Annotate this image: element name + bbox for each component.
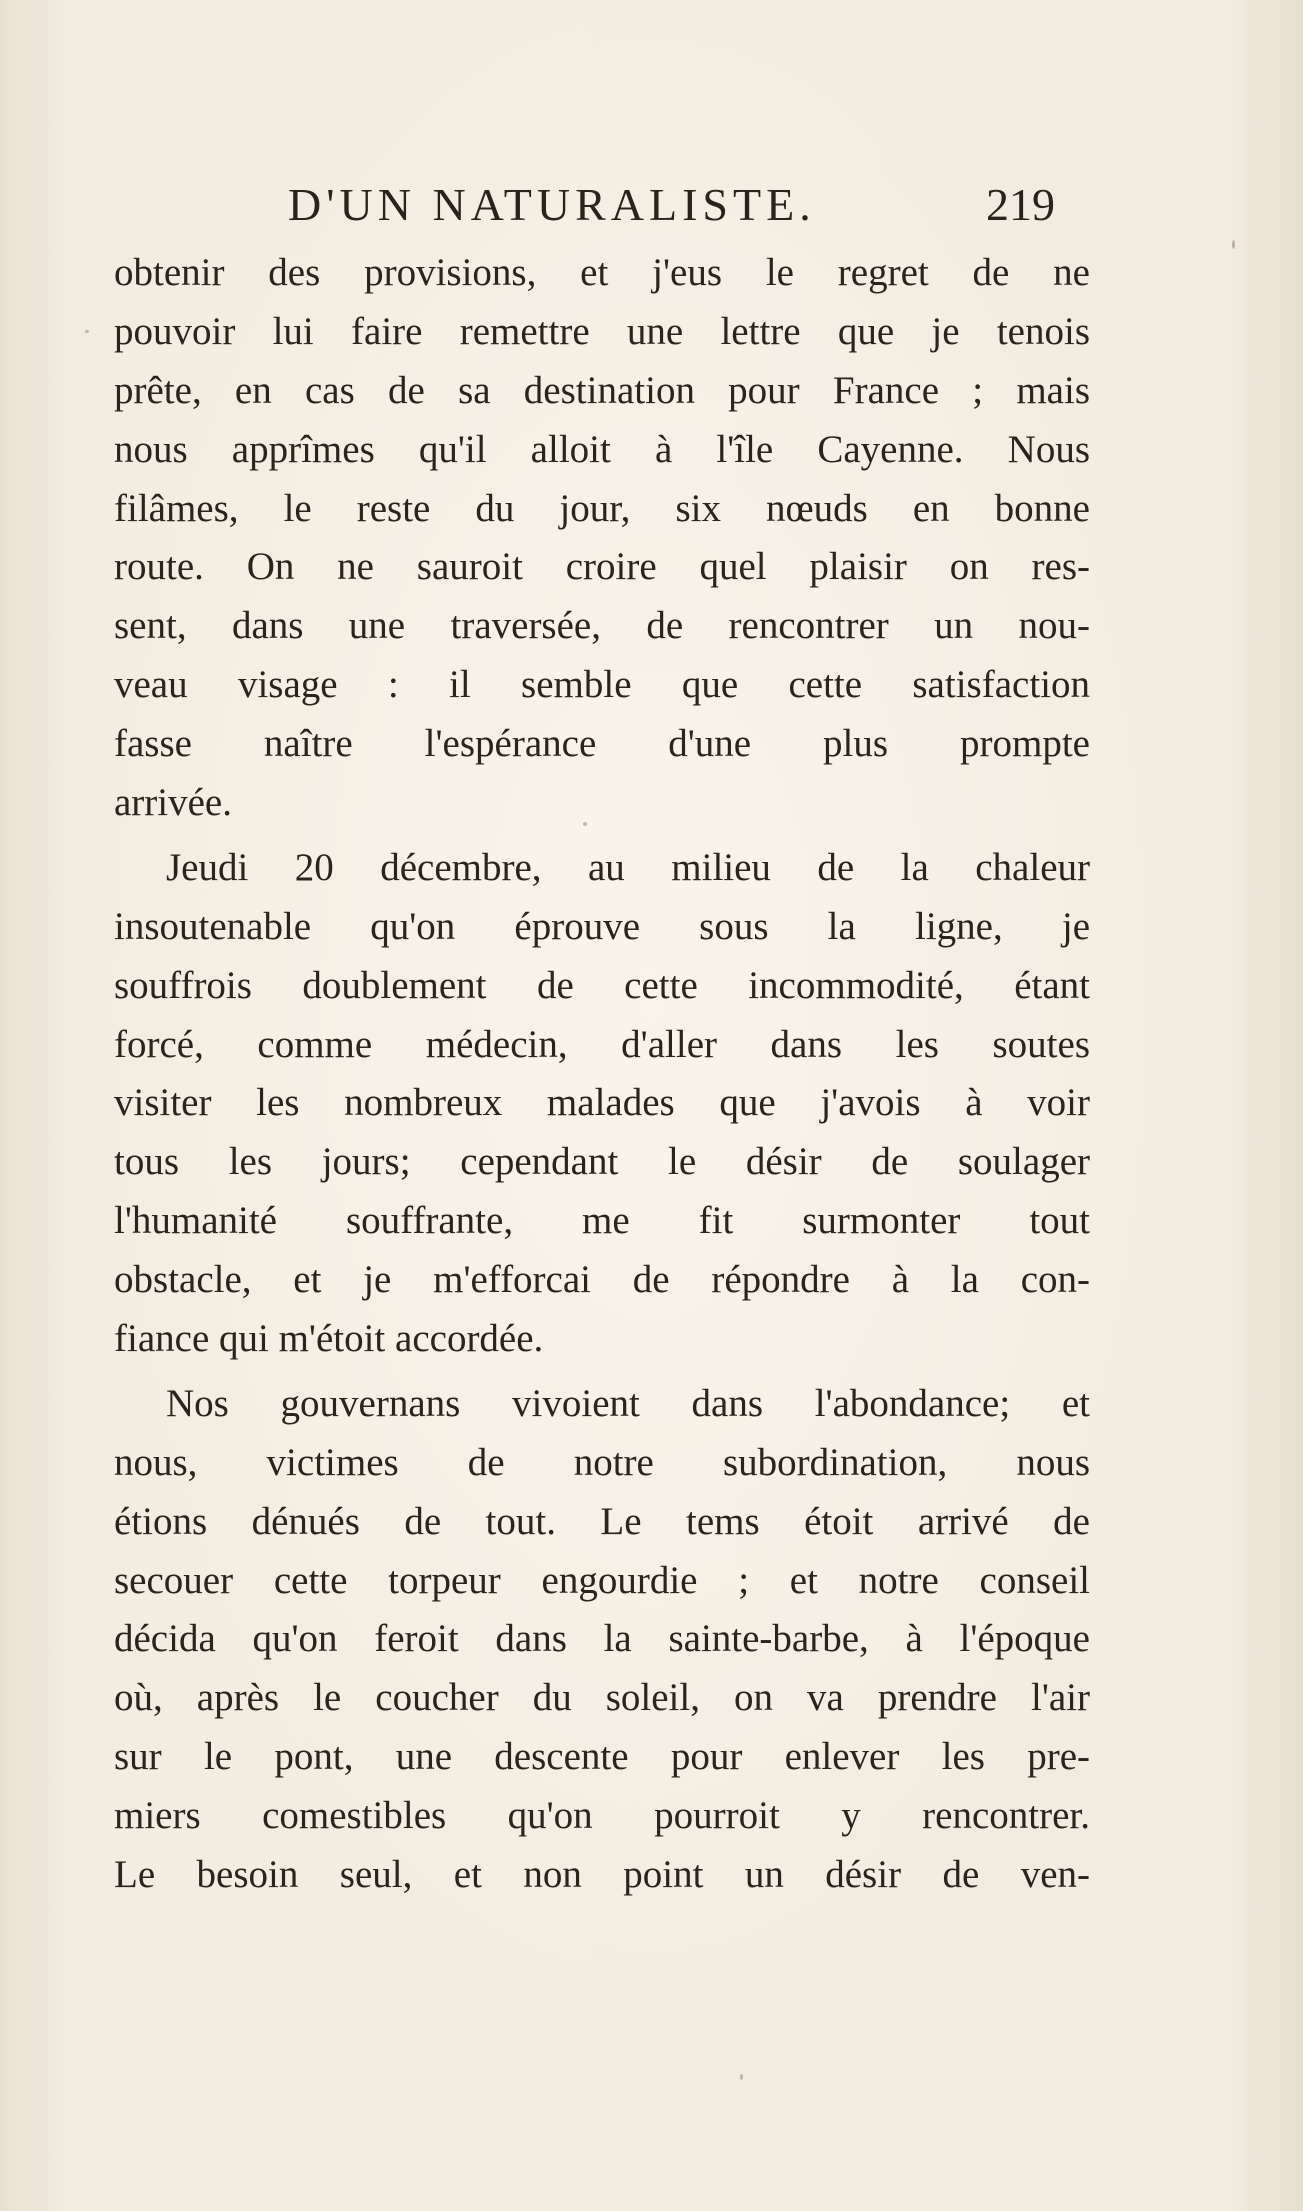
running-head bbox=[112, 178, 1112, 238]
text-line: obstacle, et je m'efforcai de répondre à la con- bbox=[114, 1258, 1090, 1302]
text-line: secouer cette torpeur engourdie ; et notre conseil bbox=[114, 1558, 1090, 1602]
text-line: nous apprîmes qu'il alloit à l'île Cayenne. Nous bbox=[114, 427, 1090, 471]
text-line: où, après le coucher du soleil, on va prendre l'air bbox=[114, 1676, 1090, 1720]
text-line: Nos gouvernans vivoient dans l'abondance; et bbox=[166, 1381, 1090, 1425]
text-line: fasse naître l'espérance d'une plus prompte bbox=[114, 722, 1090, 766]
running-head-title: D'UN NATURALISTE. bbox=[288, 179, 816, 230]
text-line: insoutenable qu'on éprouve sous la ligne, je bbox=[114, 904, 1090, 948]
text-line: pouvoir lui faire remettre une lettre que je tenois bbox=[114, 309, 1090, 353]
body-text bbox=[114, 244, 1090, 1905]
text-line: prête, en cas de sa destination pour France ; mais bbox=[114, 368, 1090, 412]
text-line: Le besoin seul, et non point un désir de ven- bbox=[114, 1853, 1090, 1897]
page-number: 219 bbox=[986, 179, 1055, 230]
text-line: tous les jours; cependant le désir de soulager bbox=[114, 1140, 1090, 1184]
text-line: nous, victimes de notre subordination, nous bbox=[114, 1440, 1090, 1484]
text-line: forcé, comme médecin, d'aller dans les soutes bbox=[114, 1022, 1090, 1066]
text-line: route. On ne sauroit croire quel plaisir on res- bbox=[114, 545, 1090, 589]
text-line: miers comestibles qu'on pourroit y rencontrer. bbox=[114, 1794, 1090, 1838]
text-line: sent, dans une traversée, de rencontrer un nou- bbox=[114, 604, 1090, 648]
text-line: Jeudi 20 décembre, au milieu de la chaleur bbox=[166, 845, 1090, 889]
text-line: souffrois doublement de cette incommodité, étant bbox=[114, 963, 1090, 1007]
text-line: visiter les nombreux malades que j'avois à voir bbox=[114, 1081, 1090, 1125]
text-line: arrivée. bbox=[114, 781, 232, 825]
paper-speck bbox=[583, 822, 587, 826]
text-line: obtenir des provisions, et j'eus le regret de ne bbox=[114, 251, 1090, 294]
paper-speck bbox=[85, 330, 89, 333]
text-line: l'humanité souffrante, me fit surmonter tout bbox=[114, 1199, 1090, 1243]
text-line: sur le pont, une descente pour enlever les pre- bbox=[114, 1735, 1090, 1779]
text-line: étions dénués de tout. Le tems étoit arrivé de bbox=[114, 1499, 1090, 1543]
text-line: veau visage : il semble que cette satisfaction bbox=[114, 663, 1090, 707]
paper-speck bbox=[740, 2074, 743, 2080]
paper-speck bbox=[1232, 240, 1235, 249]
text-line: décida qu'on feroit dans la sainte-barbe, à l'époque bbox=[114, 1617, 1090, 1661]
text-line: fiance qui m'étoit accordée. bbox=[114, 1317, 544, 1361]
text-line: filâmes, le reste du jour, six nœuds en bonne bbox=[114, 486, 1090, 530]
